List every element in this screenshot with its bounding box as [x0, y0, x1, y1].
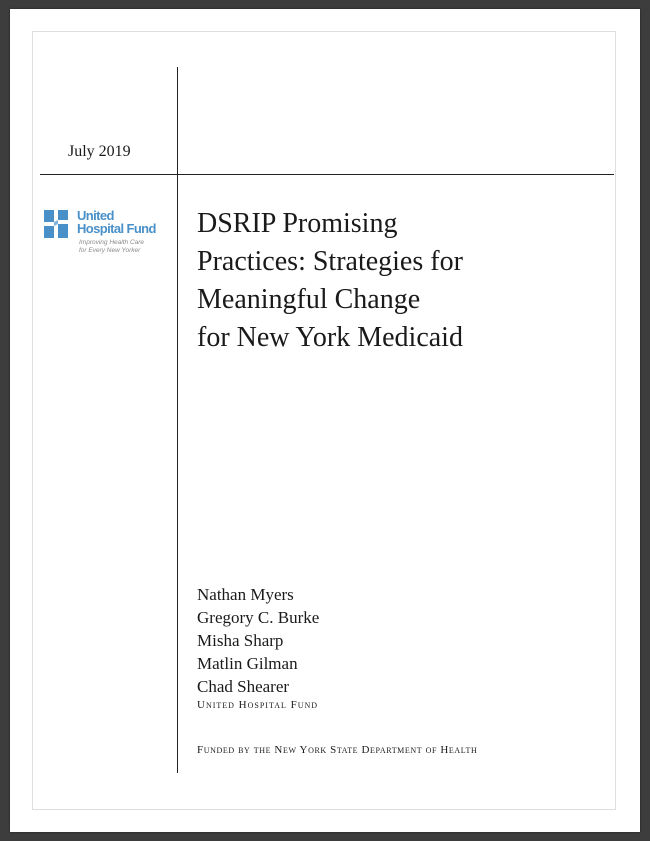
vertical-rule: [177, 67, 178, 773]
uhf-logo: [44, 209, 174, 265]
logo-name-line2: Hospital Fund: [77, 221, 156, 236]
title-line: Practices: Strategies for: [197, 246, 463, 277]
author-name: Misha Sharp: [197, 631, 284, 650]
author-organization: United Hospital Fund: [197, 699, 319, 711]
author-list: [197, 583, 319, 698]
funding-statement: Funded by the New York State Department of Health: [197, 744, 478, 756]
document-title: [197, 205, 597, 357]
logo-tagline-line2: for Every New Yorker: [79, 247, 141, 254]
document-page: [10, 9, 640, 832]
author-name: Matlin Gilman: [197, 654, 298, 673]
logo-tagline-line1: Improving Health Care: [79, 239, 145, 246]
title-line: for New York Medicaid: [197, 322, 463, 353]
logo-name: [77, 209, 156, 235]
author-name: Nathan Myers: [197, 585, 294, 604]
logo-tagline: [79, 239, 144, 255]
title-line: Meaningful Change: [197, 284, 421, 315]
author-name: Chad Shearer: [197, 677, 290, 696]
author-name: Gregory C. Burke: [197, 608, 320, 627]
title-line: DSRIP Promising: [197, 208, 398, 239]
logo-name-line1: United: [77, 208, 114, 223]
uhf-logo-mark-icon: [44, 210, 68, 238]
horizontal-rule: [40, 174, 614, 175]
publication-date: July 2019: [68, 143, 131, 160]
